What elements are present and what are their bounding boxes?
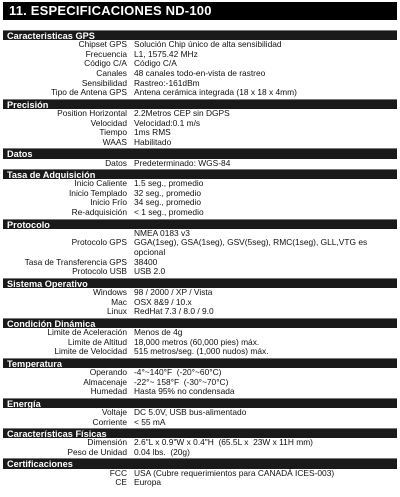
spec-row [3,138,397,148]
spec-row [3,347,397,357]
spec-row [3,128,397,138]
section-heading: Tasa de Adquisición [3,169,397,179]
spec-value: Rastreo:-161dBm [134,77,200,88]
section-heading: Energía [3,398,397,408]
section-heading: Características Físicas [3,428,397,438]
spec-label: Linux [106,306,127,317]
spec-value: 34 seg., promedio [134,197,202,208]
spec-label: Corriente [92,416,127,427]
section-heading: Caracteristicas GPS [3,30,397,40]
section-heading: Datos [3,148,397,158]
spec-value: 1ms RMS [134,127,171,138]
spec-label: Tiempo [99,127,127,138]
spec-label: Canales [96,67,127,78]
spec-table [3,30,397,488]
spec-row [3,69,397,79]
spec-value: USA (Cubre requerimientos para CANADÁ ICES-003) [134,467,335,478]
spec-value: 32 seg., promedio [134,187,202,198]
spec-value: Código C/A [134,58,177,69]
spec-row [3,50,397,60]
spec-value: GGA(1seg), GSA(1seg), GSV(5seg), RMC(1seg), GLL,VTG es opcional [134,237,370,258]
spec-value: Solución Chip único de alta sensibilidad [134,39,282,50]
spec-row [3,418,397,428]
spec-value: 1.5 seg., promedio [134,178,204,189]
section-heading: Certificaciones [3,458,397,468]
spec-label: Operando [89,366,127,377]
spec-label: Inicio Frío [90,197,127,208]
spec-label: Tipo de Antena GPS [50,87,127,98]
spec-value: Hasta 95% no condensada [134,386,235,397]
spec-label: Protocolo GPS [71,237,127,248]
spec-row [3,238,397,257]
spec-row [3,408,397,418]
section-heading: Temperatura [3,358,397,368]
section-heading: Precisión [3,99,397,109]
spec-label: CE [115,477,127,488]
spec-label: Windows [93,287,127,297]
spec-value: RedHat 7.3 / 8.0 / 9.0 [134,306,214,317]
spec-row [3,40,397,50]
spec-label: Protocolo USB [72,266,127,277]
spec-value: Velocidad:0.1 m/s [134,117,201,128]
spec-row [3,159,397,169]
spec-value: Europa [134,477,162,488]
spec-value: < 55 mA [134,416,166,427]
spec-row [3,288,397,298]
spec-row [3,109,397,119]
spec-row [3,307,397,317]
spec-label: Voltaje [101,406,127,417]
spec-label: Inicio Caliente [74,178,127,189]
spec-label: FCC [109,467,127,478]
spec-value: L1, 1575.42 MHz [134,48,198,59]
spec-row [3,469,397,479]
spec-row [3,448,397,458]
spec-value: 98 / 2000 / XP / Vista [134,287,213,297]
spec-label: Sensibilidad [81,77,127,88]
spec-value: Antena cerámica integrada (18 x 18 x 4mm) [134,87,297,98]
spec-row [3,478,397,488]
spec-value: 48 canales todo-en-vista de rastreo [134,67,266,78]
spec-value: Menos de 4g [134,326,183,337]
spec-value: 515 metros/seg. (1,000 nudos) máx. [134,346,269,357]
spec-value: -22°~ 158°F (-30°~70°C) [134,376,229,387]
spec-value: OSX 8&9 / 10.x [134,296,192,307]
spec-row [3,267,397,277]
spec-value: USB 2.0 [134,266,166,277]
spec-label: Chipset GPS [78,39,127,50]
section-heading: Protocolo [3,219,397,229]
spec-value: 18,000 metros (60,000 pies) máx. [134,336,260,347]
spec-label: Velocidad [90,117,127,128]
spec-value: NMEA 0183 v3 [134,227,190,238]
spec-row [3,208,397,218]
spec-label: Código C/A [84,58,127,69]
spec-label: WAAS [102,136,127,147]
spec-label: Tasa de Transferencia GPS [24,256,127,267]
spec-label: Mac [111,296,127,307]
spec-value: 2.6"L x 0.9"W x 0.4"H (65.5L x 23W x 11H mm) [134,437,313,448]
spec-label: Inicio Templado [68,187,127,198]
spec-label: Limite de Aceleración [47,326,127,337]
spec-value: Predeterminado: WGS-84 [134,157,231,168]
spec-label: Position Horizontal [57,107,127,118]
spec-value: Habilitado [134,136,172,147]
section-heading: Sistema Operativo [3,278,397,288]
spec-value: 38400 [134,256,158,267]
spec-label: Peso de Unidad [67,446,127,457]
spec-label: Datos [105,157,127,168]
spec-label: Re-adquisición [71,207,127,218]
spec-value: 0.04 lbs. (20g) [134,446,190,457]
spec-label: Limite de Altitud [67,336,127,347]
spec-value: 2.2Metros CEP sin DGPS [134,107,230,118]
spec-label: Humedad [90,386,127,397]
spec-row [3,258,397,268]
spec-value: DC 5.0V, USB bus-alimentado [134,406,247,417]
spec-row [3,387,397,397]
spec-label: Frecuencia [85,48,127,59]
spec-value: -4°~140°F (-20°~60°C) [134,366,222,377]
section-heading: Condición Dinámica [3,318,397,328]
spec-label: Limite de Velocidad [54,346,127,357]
page-title: 11. ESPECIFICACIONES ND-100 [3,2,397,20]
spec-label: Almacenaje [83,376,127,387]
spec-label: Dimensión [87,437,127,448]
spec-row [3,119,397,129]
spec-value: < 1 seg., promedio [134,207,204,218]
spec-row [3,88,397,98]
spec-row [3,438,397,448]
